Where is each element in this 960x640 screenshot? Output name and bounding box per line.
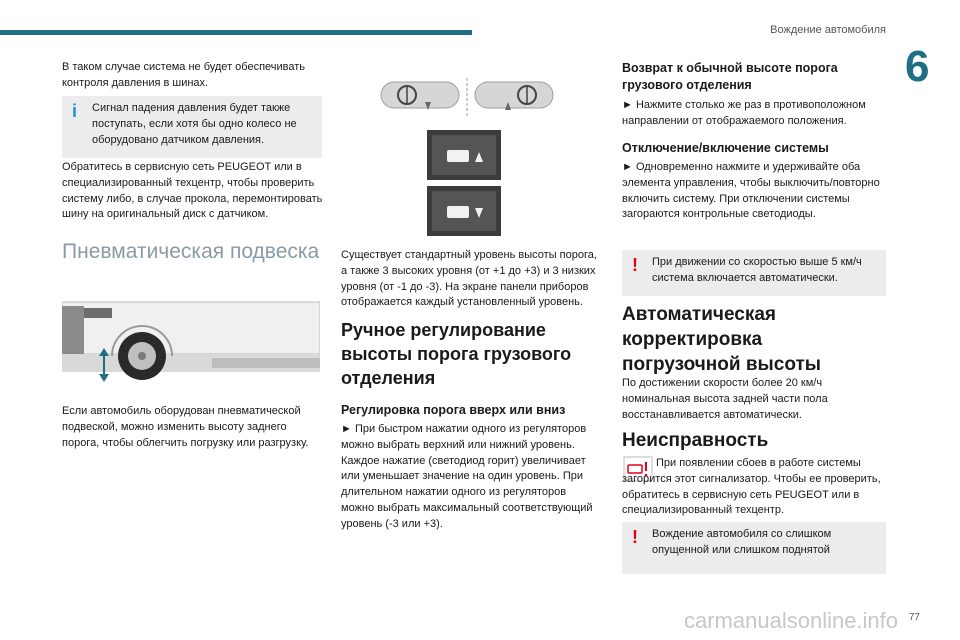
warning-note-speed [622, 250, 886, 296]
system-off-title: Отключение/включение системы [622, 141, 829, 155]
info-note [62, 96, 322, 158]
height-control-buttons-illustration [379, 78, 557, 116]
adjust-step-text: ► При быстром нажатии одного из регуляторов можно выбрать верхний или нижний уровень. Каждое нажатие (светодиод горит) увеличивает или уменьшает значение на один уровень. При длительном нажатии одного из регуляторов можно выбрать максимальный соответствующий уровень (-3 или +3). [341, 423, 593, 530]
service-text: Обратитесь в сервисную сеть PEUGEOT или в специализированный техцентр, чтобы проверить систему либо, в случае прокола, перемонтировать шину на оригинальный диск с датчиком. [62, 161, 323, 221]
fault-text: При появлении сбоев в работе системы загорится этот сигнализатор. Чтобы ее проверить, обратитесь в сервисную сеть PEUGEOT или в специализированный техцентр. [622, 457, 881, 517]
page-number: 77 [908, 612, 920, 623]
warning-icon: ! [632, 527, 638, 547]
dashboard-level-up-display [427, 130, 501, 180]
levels-text: Существует стандартный уровень высоты порога, а также 3 высоких уровня (от +1 до +3) и 3 низких уровня (от -1 до -3). На экране панели приборов отображается каждый установленный уровень. [341, 249, 597, 309]
header-bar [0, 30, 472, 35]
adjust-up-down-subtitle: Регулировка порога вверх или вниз [341, 403, 566, 417]
chapter-number: 6 [905, 42, 930, 91]
section-title-suspension: Пневматическая подвеска [62, 240, 320, 263]
van-suspension-illustration [62, 298, 320, 388]
return-height-title: Возврат к обычной высоте порога грузового отделения [622, 61, 838, 92]
warning-note-driving [622, 522, 886, 574]
dashboard-level-down-display [427, 186, 501, 236]
watermark: carmanualsonline.info [684, 608, 899, 633]
manual-adjust-title: Ручное регулирование высоты порога грузового отделения [341, 320, 572, 388]
system-off-text: ► Одновременно нажмите и удерживайте оба элемента управления, чтобы выключить/повторно включить систему. При отключении системы загораются контрольные светодиоды. [622, 161, 880, 221]
info-note-text: Сигнал падения давления будет также поступать, если хотя бы одно колесо не оборудовано датчиком давления. [92, 102, 297, 146]
warning-note-driving-text: Вождение автомобиля со слишком опущенной или слишком поднятой [652, 528, 832, 556]
warning-note-speed-text: При движении со скоростью выше 5 км/ч система включается автоматически. [652, 256, 862, 284]
return-height-text: ► Нажмите столько же раз в противоположном направлении от отображаемого положения. [622, 99, 866, 127]
chapter-title: Вождение автомобиля [770, 24, 886, 36]
info-icon: i [72, 101, 78, 121]
fault-title: Неисправность [622, 430, 769, 451]
auto-adjust-text: По достижении скорости более 20 км/ч номинальная высота задней части пола восстанавливается автоматически. [622, 377, 828, 421]
auto-adjust-title: Автоматическая корректировка погрузочной высоты [622, 304, 821, 375]
suspension-description: Если автомобиль оборудован пневматической подвеской, можно изменить высоту заднего порога, чтобы облегчить погрузку или разгрузку. [62, 405, 309, 449]
intro-text: В таком случае система не будет обеспечивать контроля давления в шинах. [62, 61, 306, 89]
warning-icon: ! [632, 255, 638, 275]
